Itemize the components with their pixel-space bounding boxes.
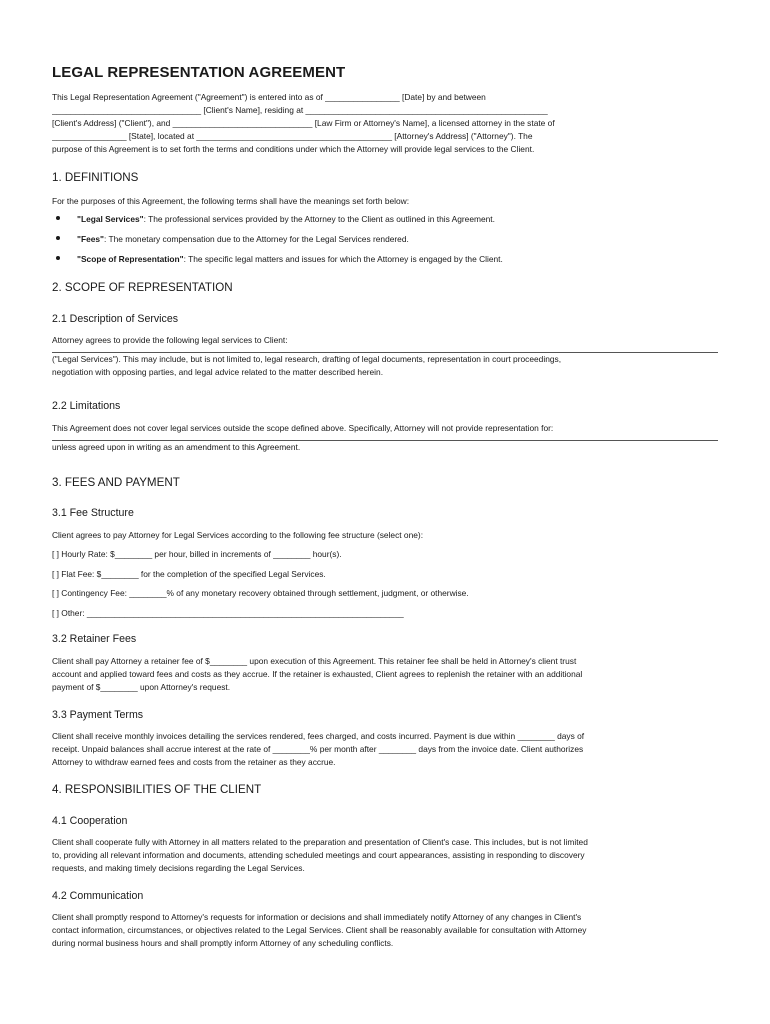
subsection-heading: 3.2 Retainer Fees [52,633,137,645]
paragraph-line: unless agreed upon in writing as an amendment to this Agreement. [52,442,301,452]
limitations-paragraph [52,422,718,454]
fee-option: [ ] Hourly Rate: $________ per hour, billed in increments of ________ hour(s). [52,549,342,559]
paragraph-line: receipt. Unpaid balances shall accrue interest at the rate of ________% per month after ________ days from the invoice date. Client authorizes [52,744,584,754]
definition-term: "Legal Services" [77,214,144,224]
communication-paragraph [52,911,718,950]
cooperation-paragraph [52,836,718,875]
paragraph-line: payment of $________ upon Attorney's request. [52,682,231,692]
paragraph-line: Attorney agrees to provide the following legal services to Client: [52,335,288,345]
intro-line: [Client's Address] ("Client"), and ______________________________ [Law Firm or Attorney's Name], a licensed attorney in the state of [52,118,555,128]
definition-term: "Fees" [77,234,105,244]
paragraph-line: ("Legal Services"). This may include, but is not limited to, legal research, drafting of legal documents, representation in court proceedings, [52,354,562,364]
document-title: LEGAL REPRESENTATION AGREEMENT [52,64,346,81]
bullet-icon [56,236,60,240]
subsection-heading: 3.3 Payment Terms [52,709,144,721]
bullet-icon [56,256,60,260]
definition-text: : The specific legal matters and issues for which the Attorney is engaged by the Client. [183,254,503,264]
intro-line: ________________ [State], located at __________________________________________ [Attorney's Address] ("Attorney"). The [52,131,533,141]
intro-paragraph [52,91,718,156]
section-heading-definitions: 1. DEFINITIONS [52,171,139,184]
definition-term: "Scope of Representation" [77,254,184,264]
paragraph-line: Client shall promptly respond to Attorney's requests for information or decisions and shall immediately notify Attorney of any changes in Client's [52,912,582,922]
paragraph-line: This Agreement does not cover legal services outside the scope defined above. Specifically, Attorney will not provide representation for: [52,423,554,433]
subsection-heading: 4.1 Cooperation [52,815,128,827]
paragraph-line: Attorney to withdraw earned fees and costs from the retainer as they accrue. [52,757,336,767]
intro-line: This Legal Representation Agreement ("Agreement") is entered into as of ________________ [Date] by and between [52,92,486,102]
services-paragraph [52,334,718,379]
paragraph-line: during normal business hours and shall promptly inform Attorney of any scheduling conflicts. [52,938,394,948]
definition-text: : The monetary compensation due to the Attorney for the Legal Services rendered. [104,234,409,244]
paragraph-line: negotiation with opposing parties, and legal advice related to the matter described herein. [52,367,384,377]
definitions-intro: For the purposes of this Agreement, the following terms shall have the meanings set forth below: [52,196,410,206]
intro-line: purpose of this Agreement is to set forth the terms and conditions under which the Attorney will provide legal services to the Client. [52,144,535,154]
subsection-heading: 3.1 Fee Structure [52,507,134,519]
paragraph-line: account and applied toward fees and costs as they accrue. If the retainer is exhausted, Client agrees to replenish the retainer with an additional [52,669,583,679]
definition-text: : The professional services provided by the Attorney to the Client as outlined in this Agreement. [143,214,495,224]
paragraph-line: to, providing all relevant information and documents, attending scheduled meetings and court appearances, assisting in responding to discovery [52,850,585,860]
section-heading-client-responsibilities: 4. RESPONSIBILITIES OF THE CLIENT [52,783,262,796]
fee-option: [ ] Other: ____________________________________________________________________ [52,608,404,618]
fee-structure-intro: Client agrees to pay Attorney for Legal Services according to the following fee structure (select one): [52,530,424,540]
intro-line: ________________________________ [Client's Name], residing at ____________________________________________________ [52,105,548,115]
section-heading-scope: 2. SCOPE OF REPRESENTATION [52,281,233,294]
subsection-heading: 2.1 Description of Services [52,313,179,325]
retainer-paragraph [52,655,718,694]
fee-option: [ ] Flat Fee: $________ for the completion of the specified Legal Services. [52,569,326,579]
subsection-heading: 2.2 Limitations [52,400,121,412]
payment-terms-paragraph [52,730,718,769]
paragraph-line: Client shall cooperate fully with Attorney in all matters related to the preparation and presentation of Client's case. This includes, but is not limited [52,837,588,847]
paragraph-line: requests, and making timely decisions regarding the Legal Services. [52,863,305,873]
paragraph-line: contact information, circumstances, or objectives related to the Legal Services. Client shall be reasonably available for consultation with Attorney [52,925,587,935]
section-heading-fees: 3. FEES AND PAYMENT [52,476,180,489]
paragraph-line: Client shall receive monthly invoices detailing the services rendered, fees charged, and costs incurred. Payment is due within ________ days of [52,731,585,741]
paragraph-line: Client shall pay Attorney a retainer fee of $________ upon execution of this Agreement. This retainer fee shall be held in Attorney's client trust [52,656,577,666]
bullet-icon [56,216,60,220]
subsection-heading: 4.2 Communication [52,890,144,902]
fee-option: [ ] Contingency Fee: ________% of any monetary recovery obtained through settlement, judgment, or otherwise. [52,588,469,598]
